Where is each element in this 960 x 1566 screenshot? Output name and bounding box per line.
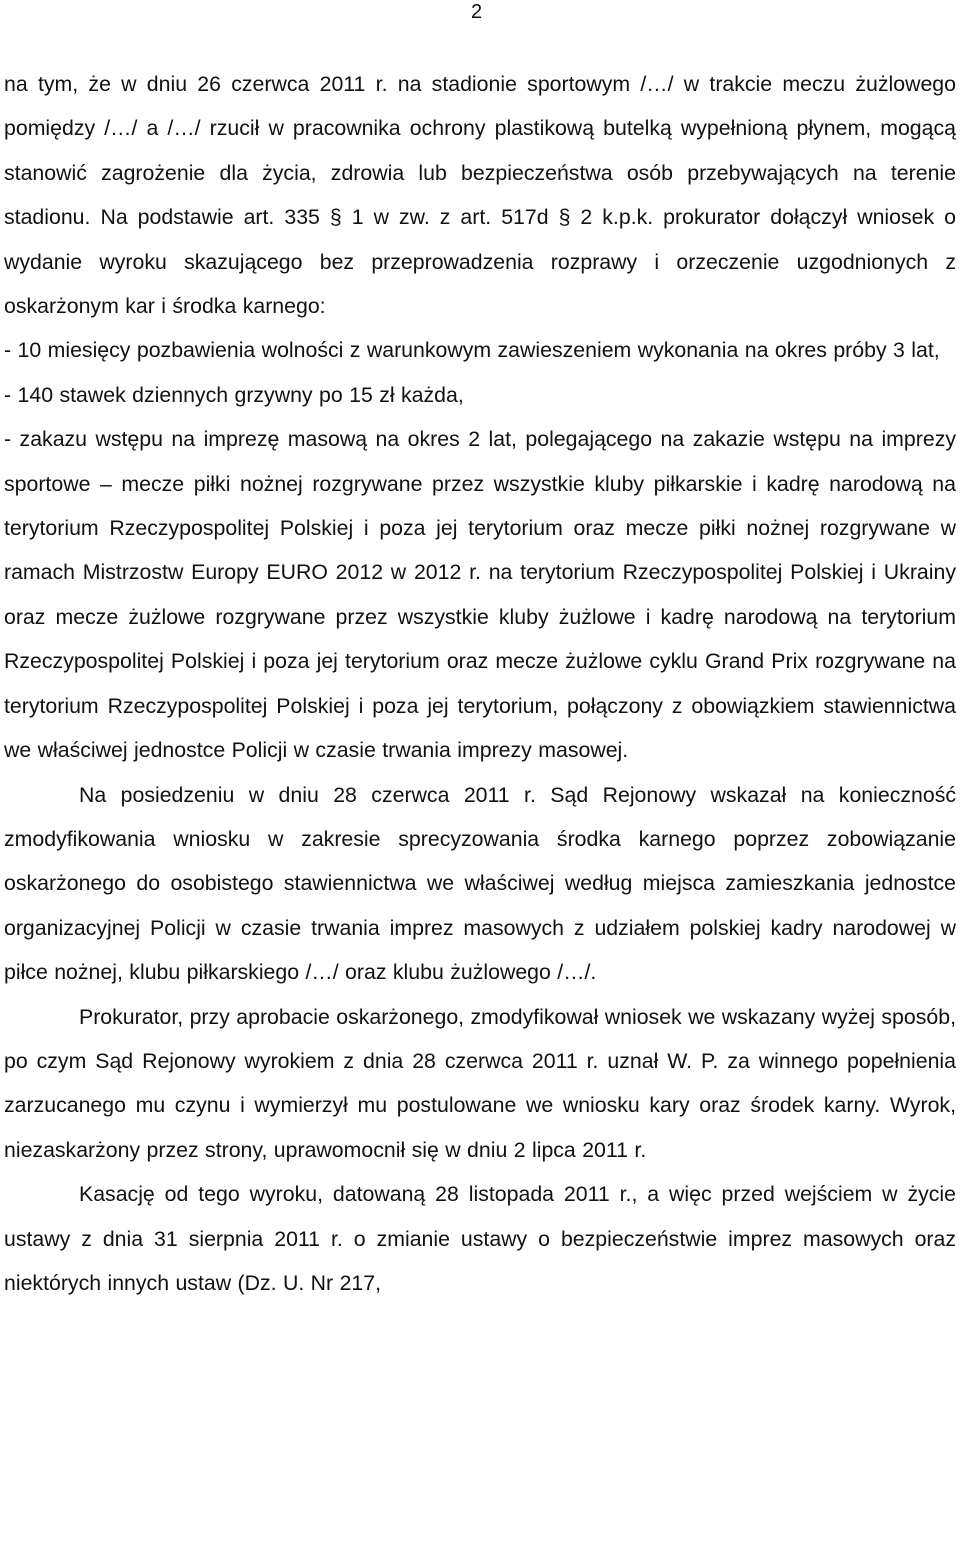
paragraph-court-hearing: Na posiedzeniu w dniu 28 czerwca 2011 r. Sąd Rejonowy wskazał na konieczność zmodyfikowania wniosku w zakresie sprecyzowania środka karnego poprzez zobowiązanie oskarżonego do osobistego stawiennictwa we właściwej według miejsca zamieszkania jednostce organizacyjnej Policji w czasie trwania imprez masowych z udziałem polskiej kadry narodowej w piłce nożnej, klubu piłkarskiego /…/ oraz klubu żużlowego /…/. bbox=[4, 782, 956, 985]
paragraph-charge-description: na tym, że w dniu 26 czerwca 2011 r. na stadionie sportowym /…/ w trakcie meczu żużlowego pomiędzy /…/ a /…/ rzucił w pracownika ochrony plastikową butelką wypełnioną płynem, mogącą stanowić zagrożenie dla życia, zdrowia lub bezpieczeństwa osób przebywających na terenie stadionu. Na podstawie art. 335 § 1 w zw. z art. 517d § 2 k.p.k. prokurator dołączył wniosek o wydanie wyroku skazującego bez przeprowadzenia rozprawy i orzeczenie uzgodnionych z oskarżonym kar i środka karnego: bbox=[4, 72, 956, 319]
paragraph-penalty-imprisonment: - 10 miesięcy pozbawienia wolności z warunkowym zawieszeniem wykonania na okres próby 3 lat, bbox=[4, 338, 940, 363]
paragraph-penalty-stadium-ban: - zakazu wstępu na imprezę masową na okres 2 lat, polegającego na zakazie wstępu na imprezy sportowe – mecze piłki nożnej rozgrywane przez wszystkie kluby piłkarskie i kadrę narodową na terytorium Rzeczypospolitej Polskiej i poza jej terytorium oraz mecze piłki nożnej rozgrywane w ramach Mistrzostw Europy EURO 2012 w 2012 r. na terytorium Rzeczypospolitej Polskiej i Ukrainy oraz mecze żużlowe rozgrywane przez wszystkie kluby żużlowe i kadrę narodową na terytorium Rzeczypospolitej Polskiej i poza jej terytorium oraz mecze żużlowe cyklu Grand Prix rozgrywane na terytorium Rzeczypospolitej Polskiej i poza jej terytorium, połączony z obowiązkiem stawiennictwa we właściwej jednostce Policji w czasie trwania imprezy masowej. bbox=[4, 427, 956, 763]
page-number: 2 bbox=[471, 1, 483, 23]
document-body bbox=[4, 62, 956, 1305]
paragraph-penalty-fine: - 140 stawek dziennych grzywny po 15 zł każda, bbox=[4, 382, 464, 407]
paragraph-cassation: Kasację od tego wyroku, datowaną 28 listopada 2011 r., a więc przed wejściem w życie ustawy z dnia 31 sierpnia 2011 r. o zmianie ustawy o bezpieczeństwie imprez masowych oraz niektórych innych ustaw (Dz. U. Nr 217, bbox=[4, 1182, 956, 1295]
paragraph-judgment: Prokurator, przy aprobacie oskarżonego, zmodyfikował wniosek we wskazany wyżej sposób, po czym Sąd Rejonowy wyrokiem z dnia 28 czerwca 2011 r. uznał W. P. za winnego popełnienia zarzucanego mu czynu i wymierzył mu postulowane we wniosku kary oraz środek karny. Wyrok, niezaskarżony przez strony, uprawomocnił się w dniu 2 lipca 2011 r. bbox=[4, 1004, 956, 1162]
